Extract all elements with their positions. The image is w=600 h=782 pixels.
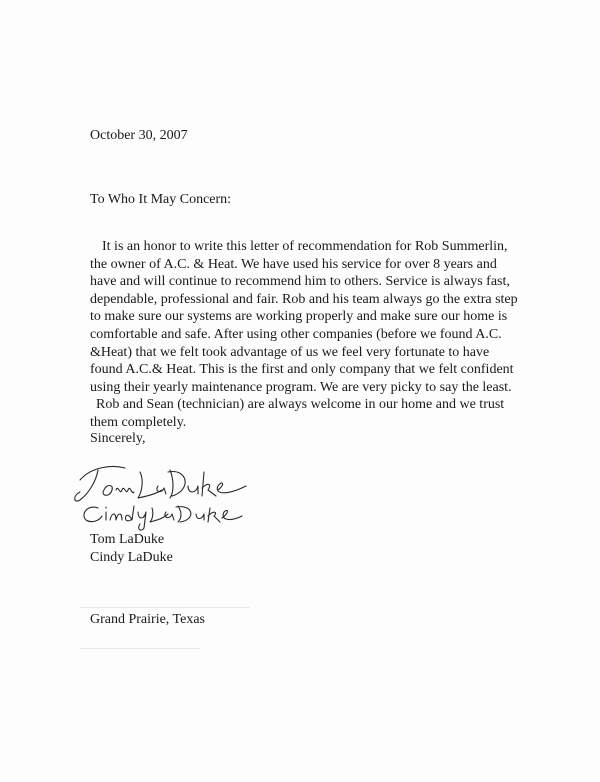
letter-body <box>90 238 530 432</box>
body-line: &Heat) that we felt took advantage of us we feel very fortunate to have <box>90 344 490 360</box>
body-line: dependable, professional and fair. Rob and his team always go the extra step <box>90 291 518 307</box>
body-line: the owner of A.C. & Heat. We have used his service for over 8 years and <box>90 256 497 272</box>
body-line: comfortable and safe. After using other companies (before we found A.C. <box>90 326 502 342</box>
body-line: using their yearly maintenance program. We are very picky to say the least. <box>90 379 512 395</box>
body-line: have and will continue to recommend him to others. Service is always fast, <box>90 274 510 290</box>
body-line: found A.C.& Heat. This is the first and only company that we felt confident <box>90 362 514 378</box>
letter-salutation: To Who It May Concern: <box>90 192 232 207</box>
scan-artifact-line <box>80 607 250 608</box>
body-line: Rob and Sean (technician) are always welcome in our home and we trust <box>96 397 505 413</box>
letter-location: Grand Prairie, Texas <box>90 612 206 627</box>
signer-name: Cindy LaDuke <box>90 550 173 565</box>
letter-date: October 30, 2007 <box>90 128 188 143</box>
body-line: them completely. <box>90 414 187 430</box>
scan-artifact-line <box>80 648 200 649</box>
signer-name: Tom LaDuke <box>90 532 165 547</box>
handwritten-signature <box>70 450 270 535</box>
letter-closing: Sincerely, <box>90 431 146 446</box>
body-line: to make sure our systems are working properly and make sure our home is <box>90 309 508 325</box>
body-line: It is an honor to write this letter of recommendation for Rob Summerlin, <box>102 239 508 254</box>
